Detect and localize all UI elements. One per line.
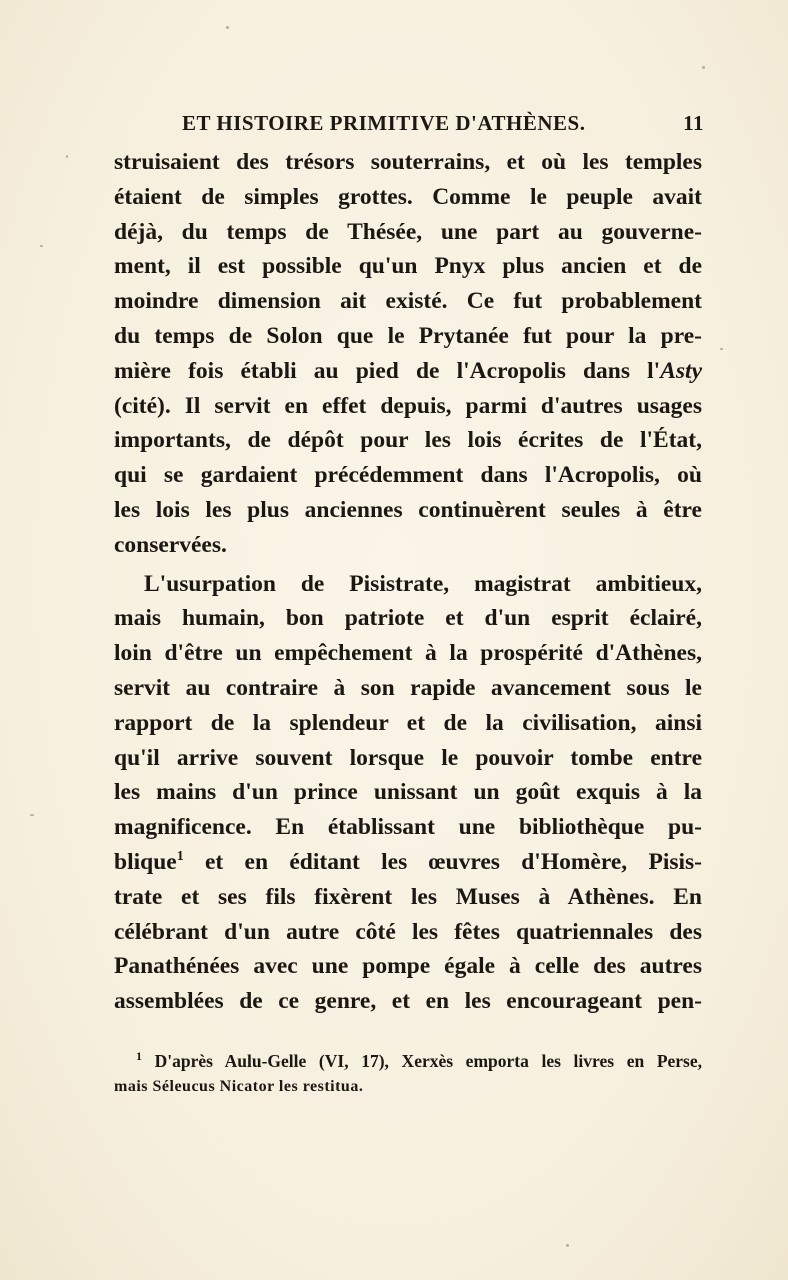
text-line: conservées.	[114, 531, 227, 558]
text-segment: blique	[114, 848, 177, 875]
text-line: importants, de dépôt pour les lois écrites de l'État,	[114, 427, 702, 454]
text-line: les lois les plus anciennes continuèrent seules à être	[114, 496, 702, 523]
text-segment: et en éditant les œuvres d'Homère, Pisis-	[205, 848, 702, 875]
paragraph-2	[114, 567, 702, 1019]
footnote	[114, 1048, 702, 1100]
page-number: 11	[683, 111, 704, 135]
text-line: servit au contraire à son rapide avancement sous le	[114, 674, 702, 701]
italic-word-asty: Asty	[660, 357, 702, 384]
text-line: Panathénées avec une pompe égale à celle des autres	[114, 953, 702, 980]
text-line: étaient de simples grottes. Comme le peuple avait	[114, 183, 702, 210]
running-header	[112, 111, 704, 141]
text-line: mais humain, bon patriote et d'un esprit éclairé,	[114, 605, 702, 632]
text-line: les mains d'un prince unissant un goût exquis à la	[114, 779, 702, 806]
paper-speck	[720, 348, 723, 350]
text-line: du temps de Solon que le Prytanée fut pour la pre-	[114, 322, 702, 349]
text-line: célébrant d'un autre côté les fêtes quatriennales des	[114, 918, 702, 945]
text-line: déjà, du temps de Thésée, une part au gouverne-	[114, 218, 702, 245]
text-line: magnificence. En établissant une bibliothèque pu-	[114, 814, 702, 841]
footnote-line	[114, 1048, 702, 1074]
running-title: ET HISTOIRE PRIMITIVE D'ATHÈNES.	[182, 111, 586, 135]
text-line: trate et ses fils fixèrent les Muses à Athènes. En	[114, 883, 702, 910]
footnote-line: mais Séleucus Nicator les restitua.	[114, 1078, 364, 1095]
text-line: assemblées de ce genre, et en les encourageant pen-	[114, 988, 702, 1015]
text-line: ment, il est possible qu'un Pnyx plus ancien et de	[114, 253, 702, 280]
paper-speck	[30, 814, 34, 816]
text-line	[114, 354, 702, 389]
footnote-marker: 1	[136, 1049, 142, 1064]
paper-speck	[66, 155, 68, 158]
text-segment: mière fois établi au pied de l'Acropolis dans l'	[114, 357, 661, 384]
paper-speck	[702, 66, 705, 69]
text-line: moindre dimension ait existé. Ce fut probablement	[114, 288, 702, 315]
paper-speck	[566, 1244, 569, 1247]
paper-speck	[40, 245, 43, 247]
text-line: (cité). Il servit en effet depuis, parmi d'autres usages	[114, 392, 702, 419]
text-line: rapport de la splendeur et de la civilisation, ainsi	[114, 709, 702, 736]
body-text	[114, 145, 702, 1019]
text-line: struisaient des trésors souterrains, et où les temples	[114, 149, 702, 175]
footnote-text: D'après Aulu-Gelle (VI, 17), Xerxès emporta les livres en Perse,	[154, 1051, 703, 1071]
text-line: qui se gardaient précédemment dans l'Acropolis, où	[114, 462, 702, 489]
text-line: qu'il arrive souvent lorsque le pouvoir tombe entre	[114, 744, 702, 771]
footnote-reference[interactable]: 1	[176, 849, 184, 865]
text-line: loin d'être un empêchement à la prospérité d'Athènes,	[114, 640, 702, 667]
text-line: L'usurpation de Pisistrate, magistrat ambitieux,	[144, 570, 702, 597]
paper-speck	[226, 26, 229, 29]
text-line	[114, 845, 702, 880]
paragraph-1	[114, 145, 702, 563]
